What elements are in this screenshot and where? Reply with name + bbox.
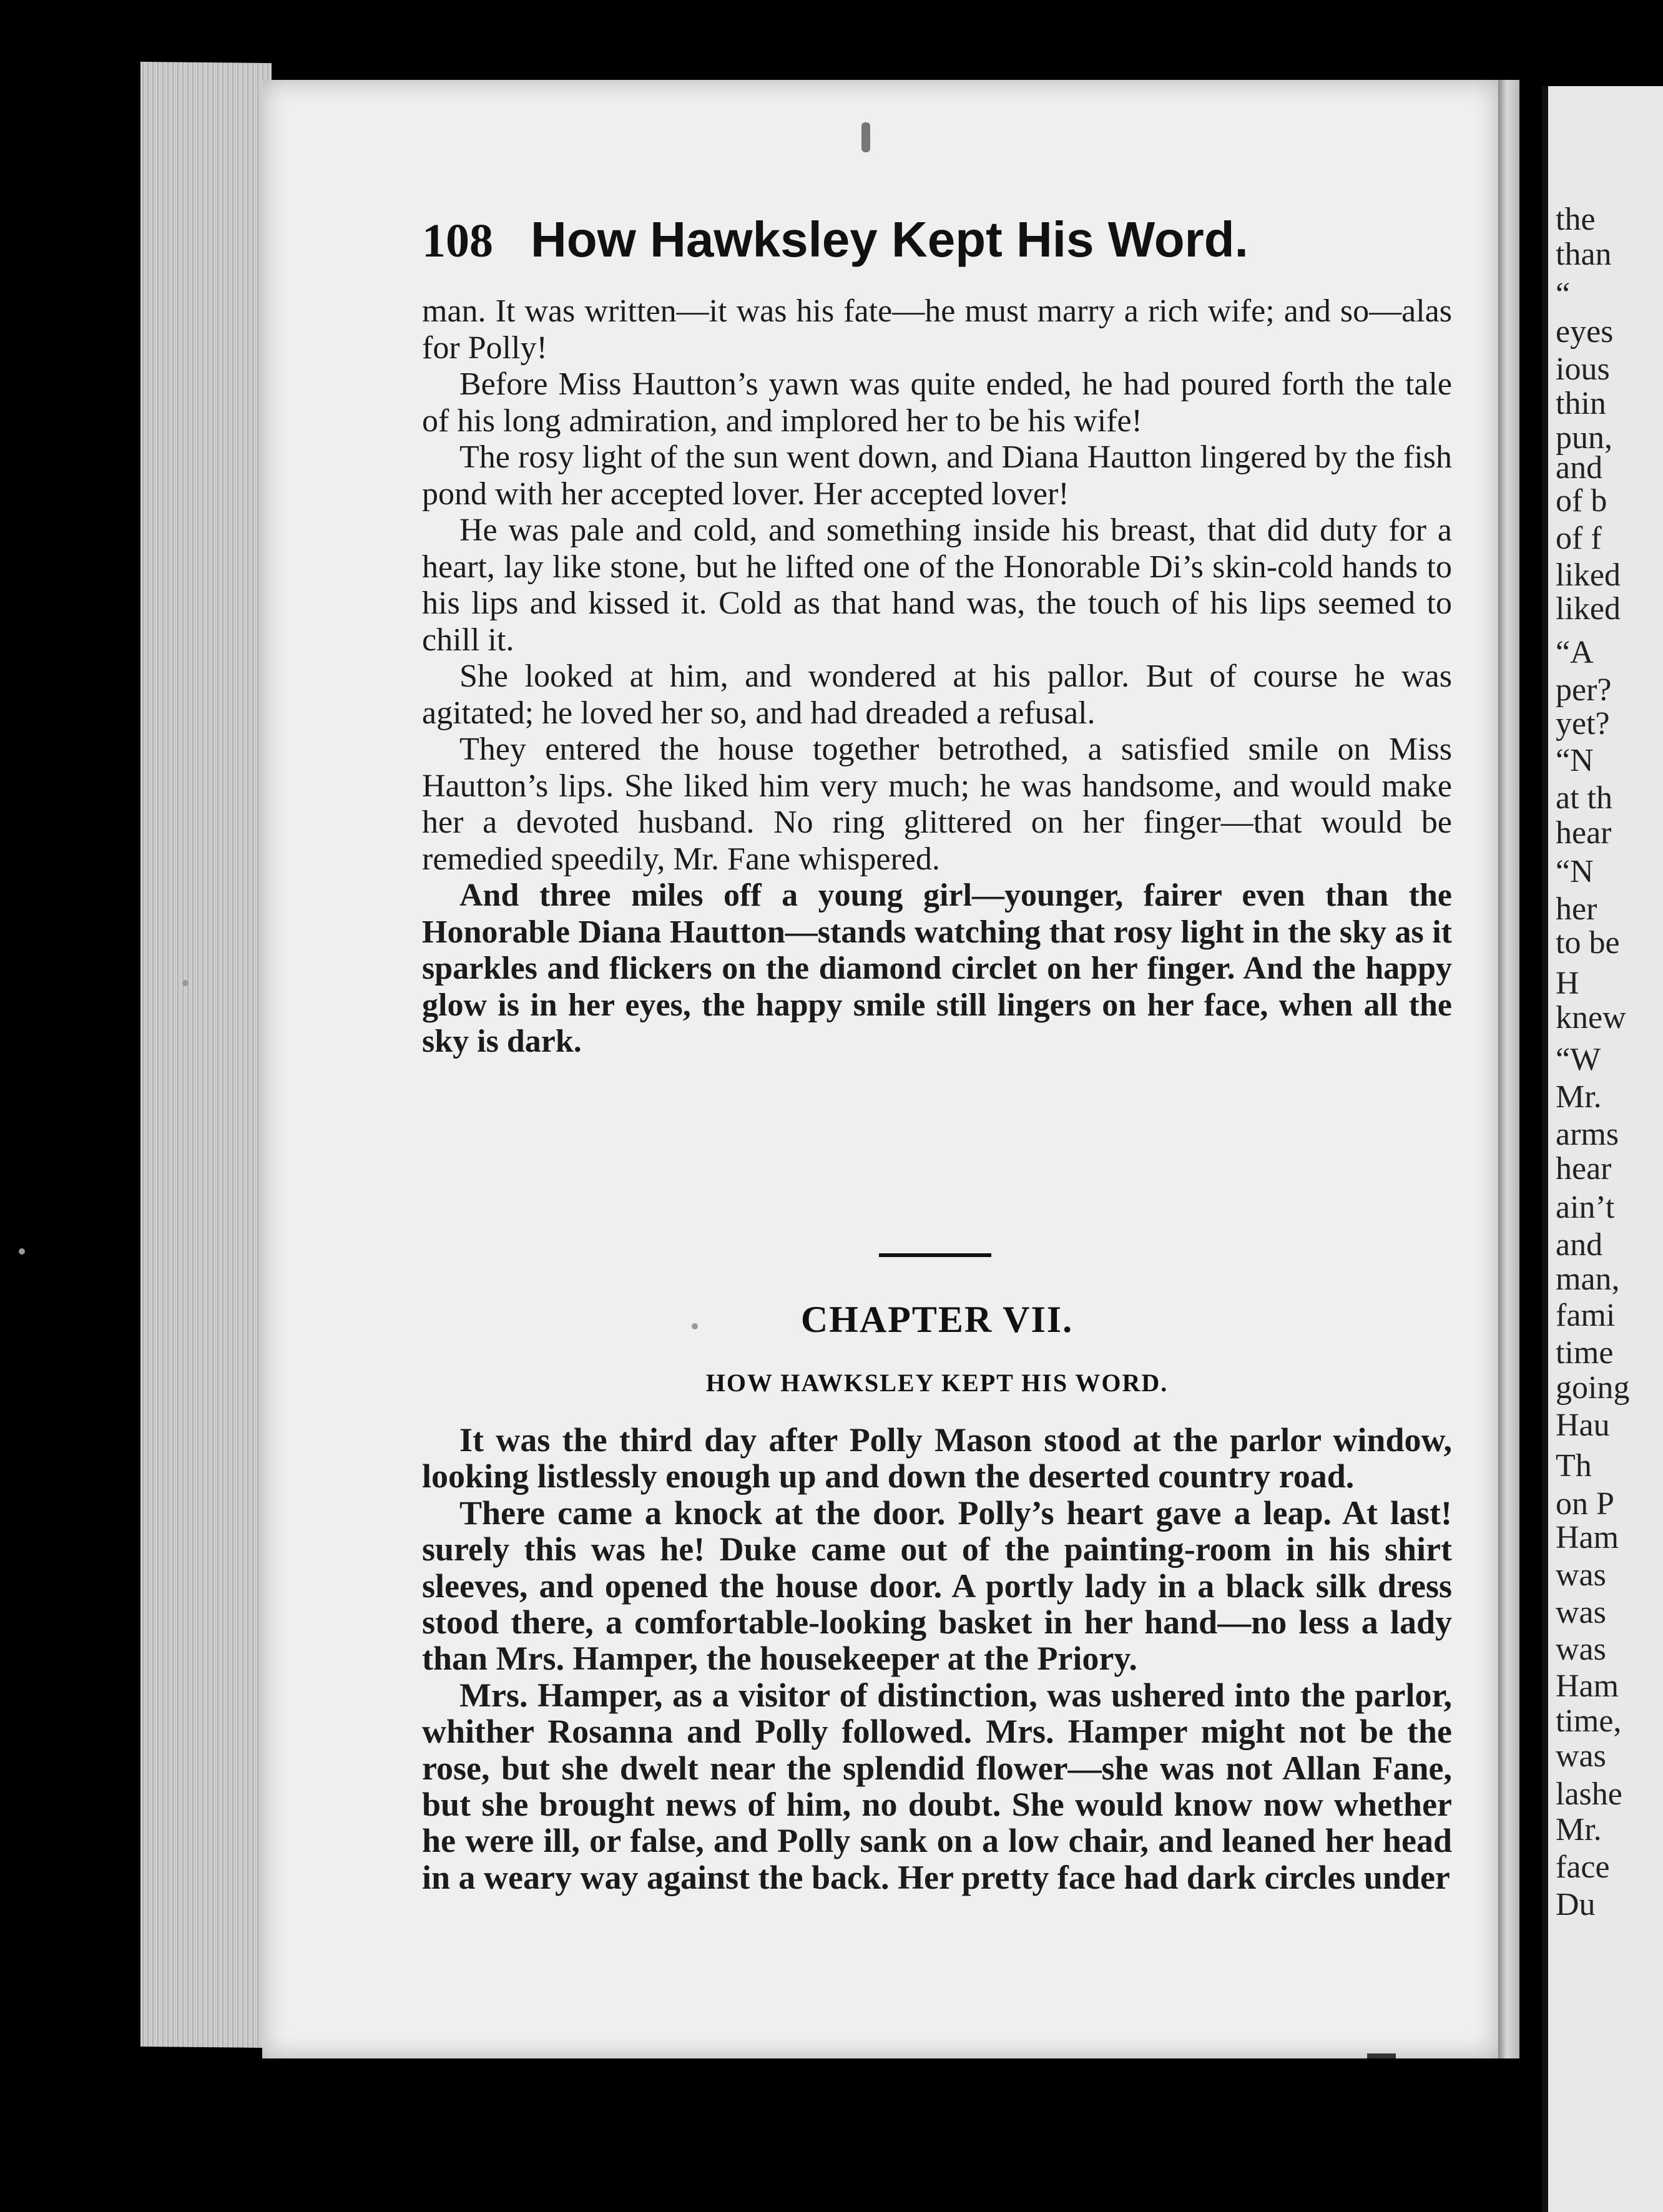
facing-page-text-fragment: arms [1556, 1117, 1619, 1152]
facing-page-text-fragment: was [1556, 1595, 1606, 1630]
paragraph: And three miles off a young girl—younger, fairer even than the Honorable Diana Hautton—stands watching that rosy light in the sky as it sparkles and flickers on the diamond circlet on her finger. And the happy glow is in her eyes, the happy smile still lingers on her face, when all the sky is dark. [422, 878, 1452, 1059]
facing-page-text-fragment: the [1556, 202, 1596, 237]
paragraph: The rosy light of the sun went down, and Diana Hautton lingered by the fish pond with her accepted lover. Her accepted lover! [422, 439, 1452, 512]
paragraph: They entered the house together betrothed, a satisfied smile on Miss Hautton’s lips. She liked him very much; he was handsome, and would make her a devoted husband. No ring glittered on her finger—that would be remedied speedily, Mr. Fane whispered. [422, 732, 1452, 877]
facing-page-text-fragment: “N [1556, 743, 1594, 778]
facing-page-text-fragment: liked [1556, 557, 1621, 593]
paragraph: There came a knock at the door. Polly’s heart gave a leap. At last! surely this was he! Duke came out of the painting-room in his shirt sleeves, and opened the house door. A portly lady in a black silk dress stood there, a comfortable-looking basket in her hand—no less a lady than Mrs. Hamper, the housekeeper at the Priory. [422, 1494, 1452, 1678]
facing-page-text-fragment: was [1556, 1738, 1606, 1774]
running-head [422, 211, 1308, 267]
facing-page-text-fragment: man, [1556, 1261, 1620, 1297]
facing-page-text-fragment: at th [1556, 780, 1612, 816]
paragraph: Mrs. Hamper, as a visitor of distinction, was ushered into the parlor, whither Rosanna and Polly followed. Mrs. Hamper might not be the rose, but she dwelt near the splendid flower—she was not Allan Fane, but she brought news of him, no doubt. She would know now whether he were ill, or false, and Polly sank on a low chair, and leaned her head in a weary way against the back. Her pretty face had dark circles under [422, 1676, 1452, 1896]
text-block-chapter-vii [422, 1422, 1452, 1896]
paragraph: He was pale and cold, and something inside his breast, that did duty for a heart, lay like stone, but he lifted one of the Honorable Di’s skin-cold hands to his lips and kissed it. Cold as that hand was, the touch of his lips seemed to chill it. [422, 512, 1452, 658]
facing-page-text-fragment: liked [1556, 591, 1621, 627]
facing-page-text-fragment: “A [1556, 635, 1594, 670]
facing-page-text-fragment: knew [1556, 1000, 1626, 1035]
facing-page-text-fragment: Du [1556, 1887, 1596, 1922]
ink-mark [1367, 2053, 1396, 2058]
chapter-subtitle: HOW HAWKSLEY KEPT HIS WORD. [705, 1369, 1169, 1397]
facing-page-text-fragment: was [1556, 1557, 1606, 1593]
chapter-heading: CHAPTER VII. [800, 1299, 1074, 1340]
facing-page-text-fragment: Ham [1556, 1520, 1619, 1555]
facing-page-text-fragment: time [1556, 1335, 1614, 1371]
facing-page-text-fragment: “N [1556, 854, 1594, 889]
facing-page-text-fragment: yet? [1556, 706, 1610, 741]
page-number: 108 [422, 215, 493, 267]
facing-page-text-fragment: hear [1556, 1151, 1612, 1187]
facing-page-text-fragment: ious [1556, 351, 1610, 387]
facing-page-text-fragment: thin [1556, 386, 1606, 421]
facing-page-text-fragment: eyes [1556, 314, 1614, 350]
facing-page-text-fragment: of f [1556, 521, 1602, 556]
facing-page-text-fragment: pun, [1556, 420, 1612, 456]
facing-page-text-fragment: face [1556, 1849, 1610, 1885]
facing-page-text-fragment: lashe [1556, 1776, 1622, 1812]
facing-page-text-fragment: Mr. [1556, 1079, 1602, 1115]
book-page-edges [140, 62, 272, 2048]
facing-page-text-fragment: of b [1556, 483, 1607, 519]
facing-page-text-fragment: Ham [1556, 1668, 1619, 1704]
paragraph: It was the third day after Polly Mason stood at the parlor window, looking listlessly enough up and down the deserted country road. [422, 1421, 1452, 1495]
facing-page-text-fragment: Mr. [1556, 1812, 1602, 1847]
facing-page-text-fragment: ain’t [1556, 1190, 1615, 1225]
facing-page-text-fragment: than [1556, 237, 1612, 272]
facing-page-text-fragment: per? [1556, 672, 1612, 708]
facing-page-text-fragment: was [1556, 1632, 1606, 1667]
facing-page-text-fragment: “ [1556, 276, 1571, 312]
facing-page-text-fragment: and [1556, 1227, 1603, 1263]
facing-page-text-fragment: Hau [1556, 1407, 1610, 1443]
facing-page-text-fragment: going [1556, 1370, 1630, 1406]
text-block-before-chapter [422, 293, 1452, 1060]
facing-page-edge [1542, 86, 1663, 2212]
running-title: How Hawksley Kept His Word. [531, 212, 1248, 267]
facing-page-text-fragment: on P [1556, 1486, 1614, 1522]
paragraph: man. It was written—it was his fate—he must marry a rich wife; and so—alas for Polly! [422, 293, 1452, 366]
paragraph: Before Miss Hautton’s yawn was quite ended, he had poured forth the tale of his long admiration, and implored her to be his wife! [422, 366, 1452, 439]
ink-speck [182, 980, 189, 986]
facing-page-text-fragment: hear [1556, 815, 1612, 851]
facing-page-text-fragment: and [1556, 450, 1603, 486]
facing-page-text-fragment: “W [1556, 1042, 1601, 1077]
facing-page-text-fragment: time, [1556, 1703, 1622, 1739]
facing-page-text-fragment: fami [1556, 1298, 1616, 1333]
facing-page-text-fragment: Th [1556, 1448, 1592, 1484]
facing-page-text-fragment: her [1556, 891, 1597, 927]
facing-page-text-fragment: H [1556, 966, 1579, 1001]
facing-page-text-fragment: to be [1556, 925, 1620, 961]
book-gutter [1498, 80, 1519, 2058]
paragraph: She looked at him, and wondered at his pallor. But of course he was agitated; he loved her so, and had dreaded a refusal. [422, 658, 1452, 731]
ink-mark [861, 122, 870, 152]
section-divider [879, 1253, 991, 1257]
ink-speck [19, 1248, 25, 1255]
